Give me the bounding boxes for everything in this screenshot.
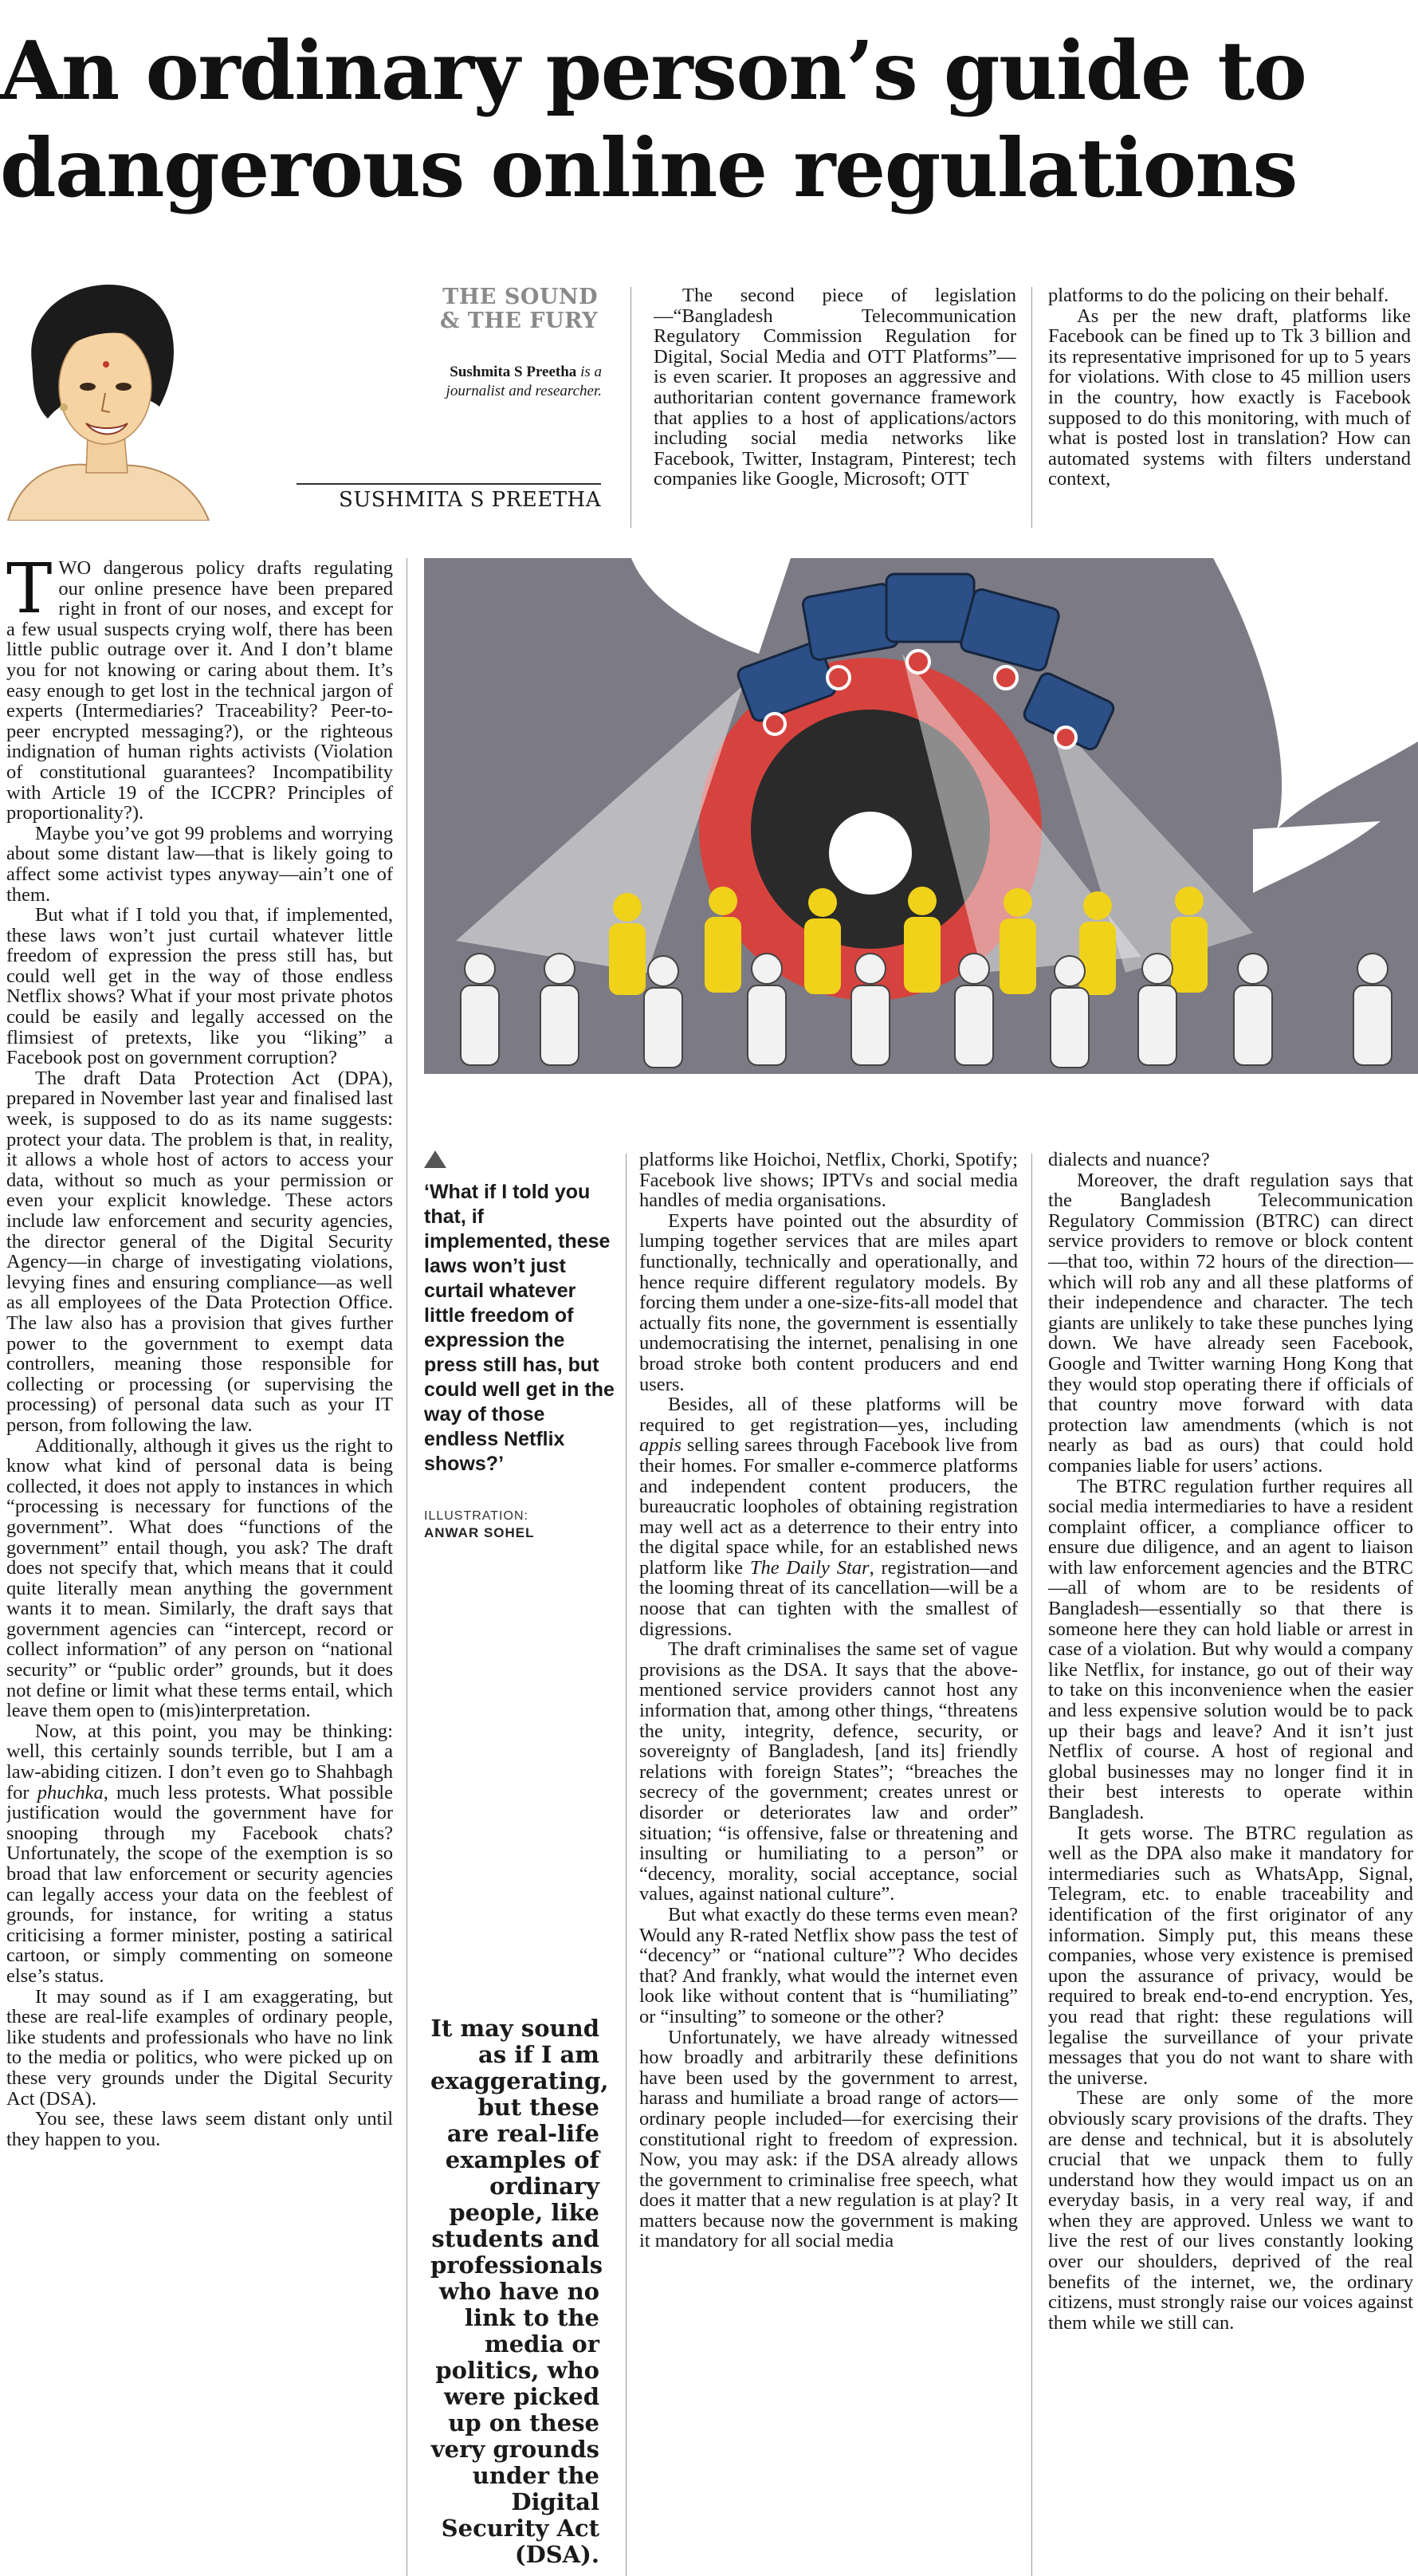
byline-rule [297, 483, 601, 485]
paragraph-text: , registration—and the looming threat of its cancellation—will be a noose that can tighten with the smallest of digressions. [639, 1556, 1018, 1640]
author-bio-name: Sushmita S Preetha [450, 364, 577, 380]
paragraph: The draft Data Protection Act (DPA), prepared in November last year and finalised last week, is supposed to do as its name suggests: protect your data. The problem is that, in reality, it allows a whole host of actors to access your data, without so much as your permission or even your explicit knowledge. These actors include law enforcement and security agencies, the director general of the Digital Security Agency—in charge of investigating violations, levying fines and ensuring compliance—as well as all employees of the Data Protection Office. The law also has a provision that gives further power to the government to exempt data controllers, meaning those responsible for collecting or processing (or supervising the processing) of personal data such as your IT person, from following the law. [6, 1067, 393, 1436]
paragraph-text: Now, at this point, you may be thinking: well, this certainly sounds terrible, but I am a law-abiding citizen. I don’t even go to Shahbagh for [6, 1720, 393, 1803]
paragraph: platforms to do the policing on their behalf. [1048, 285, 1389, 306]
paragraph-text: , much less protests. What possible justification would the government have for snooping through my Facebook chats? Unfortunately, the scope of the exemption is so broad that law enforcement or security agencies can legally access your data on the feeblest of grounds, for instance, for writing a status criticising a former minister, posting a satirical cartoon, or simply commenting on someone else’s status. [6, 1781, 393, 1987]
paragraph: It gets worse. The BTRC regulation as well as the DPA also make it mandatory for intermediaries such as WhatsApp, Signal, Telegram, etc. to enable traceability and identification of the first originator of any information. Simply put, this means these companies, whose very existence is premised upon the assurance of privacy, would be required to break end-to-end encryption. Yes, you read that right: these regulations will legalise the surveillance of your private messages that you do not want to share with the universe. [1048, 1822, 1413, 2089]
headline [0, 22, 1418, 217]
paragraph: But what if I told you that, if implemented, these laws won’t just curtail whatever little freedom of expression the press still has, but could well get in the way of those endless Netflix shows? What if your most private photos could be easily and legally accessed on the flimsiest of pretexts, like you “liking” a Facebook post on government corruption? [6, 904, 393, 1069]
pull-quote: ‘What if I told you that, if implemented, these laws won’t just curtail whatever little freedom of expression the press still has, but could well get in the way of those endless Netflix shows?’ [424, 1181, 615, 1475]
paragraph: Additionally, although it gives us the right to know what kind of personal data is being collected, it does not apply to instances in which “processing is necessary for functions of the government”. What does “functions of the government” entail though, you ask? The draft does not specify that, which means that it could quite literally mean anything the government wants it to mean. Similarly, the draft says that government agencies can “intercept, record or collect information” of any person on “national security” or “public order” grounds, but it does not define or limit what these terms entail, which leave them open to (mis)interpretation. [6, 1434, 393, 1722]
article-column-2-bottom [639, 1150, 1018, 2576]
paragraph: But what exactly do these terms even mean? Would any R-rated Netflix show pass the test of “decency” or “national culture”? Who decides that? And frankly, what would the internet even look like without content that is “humiliating” or “insulting” to someone or the other? [639, 1903, 1018, 2027]
italic-term: The Daily Star [749, 1556, 870, 1579]
paragraph [639, 1394, 1018, 1639]
paragraph: As per the new draft, platforms like Facebook can be fined up to Tk 3 billion and its representative imprisoned for up to 5 years for violations. With close to 45 million users in the country, how exactly is Facebook supposed to do this monitoring, with much of what is posted lost in translation? How can automated systems with filters understand context, [1048, 305, 1411, 490]
column-divider [626, 1154, 627, 2576]
paragraph: Unfortunately, we have already witnessed how broadly and arbitrarily these definitions have been used by the government to arrest, harass and humiliate a broad range of actors—ordinary people included—for exercising their constitutional right to freedom of expression. Now, you may ask: if the DSA already allows the government to criminalise free speech, what does it matter that a new regulation is at play? It matters because now the government is making it mandatory for all social media [639, 2026, 1018, 2252]
italic-term: appis [639, 1434, 682, 1457]
paragraph: The draft criminalises the same set of vague provisions as the DSA. It says that the above-mentioned service providers cannot host any information that, among other things, “threatens the unity, integrity, defence, security, or sovereignty of Bangladesh, [and its] friendly relations with foreign States”; “breaches the secrecy of the government; creates unrest or disorder or deteriorates law and order” situation; “is offensive, false or threatening and insulting or humiliating to a person” or “decency, morality, social acceptance, social values, against national culture”. [639, 1638, 1018, 1905]
paragraph: platforms like Hoichoi, Netflix, Chorki, Spotify; Facebook live shows; IPTVs and social media handles of media organisations. [639, 1150, 1018, 1212]
article-column-3-bottom [1048, 1150, 1413, 2576]
headline-line-1: An ordinary person’s guide to [0, 23, 1306, 118]
paragraph-text: WO dangerous policy drafts regulating our online presence have been prepared right in front of our noses, and except for a few usual suspects crying wolf, there has been little public outrage over it. And I don’t blame you for not knowing or caring about them. It’s easy enough to get lost in the technical jargon of experts (Intermediaries? Traceability? Peer-to-peer encrypted messaging?), or the righteous indignation of human rights activists (Violation of constitutional guarantees? Incompatibility with Article 19 of the ICCPR? Principles of proportionality?). [6, 558, 393, 824]
column-name-line-2: & THE FURY [440, 309, 598, 333]
author-bio [407, 363, 602, 401]
highlight-quote: It may sound as if I am exaggerating, but these are real-life examples of ordinary people, like students and professionals who have no link to the media or politics, who were picked up on these very grounds under the Digital Security Act (DSA). [430, 2015, 609, 2568]
paragraph [6, 1721, 393, 1987]
drop-cap: T [6, 558, 53, 629]
paragraph [6, 558, 393, 824]
paragraph: The BTRC regulation further requires all social media intermediaries to have a resident complaint officer, a compliance officer to ensure due diligence, and an agent to liaison with law enforcement agencies and the BTRC—all of whom are to be residents of Bangladesh—essentially so that there is someone here they can hold liable or arrest in case of a violation. But why would a company like Netflix, for instance, go out of their way to take on this inconvenience when the easier and less expensive solution would be to pack up their bags and leave? And it isn’t just Netflix of course. A host of regional and global businesses may no longer find it in their best interests to operate within Bangladesh. [1048, 1475, 1413, 1823]
triangle-icon [424, 1150, 446, 1168]
paragraph: Experts have pointed out the absurdity of lumping together services that are miles apart functionally, technically and operationally, and hence require different regulatory models. By forcing them under a one-size-fits-all model that actually fits none, the government is essentially undemocratising the internet, penalising in one broad stroke both content producers and end users. [639, 1209, 1018, 1395]
paragraph: Moreover, the draft regulation says that the Bangladesh Telecommunication Regulatory Commission (BTRC) can direct service providers to remove or block content—that too, within 72 hours of the direction—which will rob any and all these platforms of their independence and character. The tech giants are unlikely to take these punches lying down. We have already seen Facebook, Google and Twitter warning Hong Kong that they would stop operating there if officials of that country move forward with data protection law amendments (which is not nearly as bad as ours) that could hold companies liable for users’ actions. [1048, 1169, 1413, 1477]
paragraph: dialects and nuance? [1048, 1150, 1210, 1170]
illustration-credit-label: ILLUSTRATION: [424, 1509, 528, 1523]
author-bio-description: is a journalist and researcher. [446, 364, 602, 399]
author-portrait [0, 267, 217, 521]
italic-term: phuchka [37, 1781, 104, 1803]
column-divider [1031, 1154, 1032, 2576]
paragraph: You see, these laws seem distant only until they happen to you. [6, 2108, 393, 2150]
paragraph-text: Besides, all of these platforms will be required to get registration—yes, including [639, 1394, 1018, 1436]
illustration-credit-name: ANWAR SOHEL [424, 1525, 535, 1540]
headline-line-2: dangerous online regulations [0, 120, 1297, 215]
byline: SUSHMITA S PREETHA [339, 488, 601, 512]
paragraph: The second piece of legislation—“Bangladesh Telecommunication Regulatory Commission Regulation for Digital, Social Media and OTT Platforms”—is even scarier. It proposes an aggressive and authoritarian content governance framework that applies to a host of applications/actors including social media networks like Facebook, Twitter, Instagram, Pinterest; tech companies like Google, Microsoft; OTT [654, 285, 1016, 490]
paragraph: It may sound as if I am exaggerating, but these are real-life examples of ordinary people, like students and professionals who have no link to the media or politics, who were picked up on these very grounds under the Digital Security Act (DSA). [6, 1985, 393, 2110]
column-divider [630, 287, 631, 528]
surveillance-illustration [424, 558, 1418, 1074]
paragraph: Maybe you’ve got 99 problems and worrying about some distant law—that is likely going to affect some activist types anyway—ain’t one of them. [6, 822, 393, 906]
column-name-line-1: THE SOUND [442, 285, 598, 309]
column-divider [1031, 287, 1032, 528]
column-name [438, 285, 598, 333]
paragraph-text: selling sarees through Facebook live from their homes. For smaller e-commerce platforms and independent content producers, the bureaucratic loopholes of obtaining registration may well act as a deterrence to their entry into the digital space while, for an established news platform like [639, 1434, 1018, 1579]
article-column-3-top [1048, 285, 1411, 533]
paragraph: These are only some of the more obviously scary provisions of the drafts. They are dense and technical, but it is absolutely crucial that we unpack them to fully understand how they would impact us on an everyday basis, in a very real way, if and when they are approved. Unless we want to live the rest of our lives constantly looking over our shoulders, deprived of the real benefits of the internet, we, the ordinary citizens, must strongly raise our voices against them while we still can. [1048, 2087, 1413, 2334]
article-column-1 [6, 558, 393, 2576]
article-column-2-top [654, 285, 1016, 533]
